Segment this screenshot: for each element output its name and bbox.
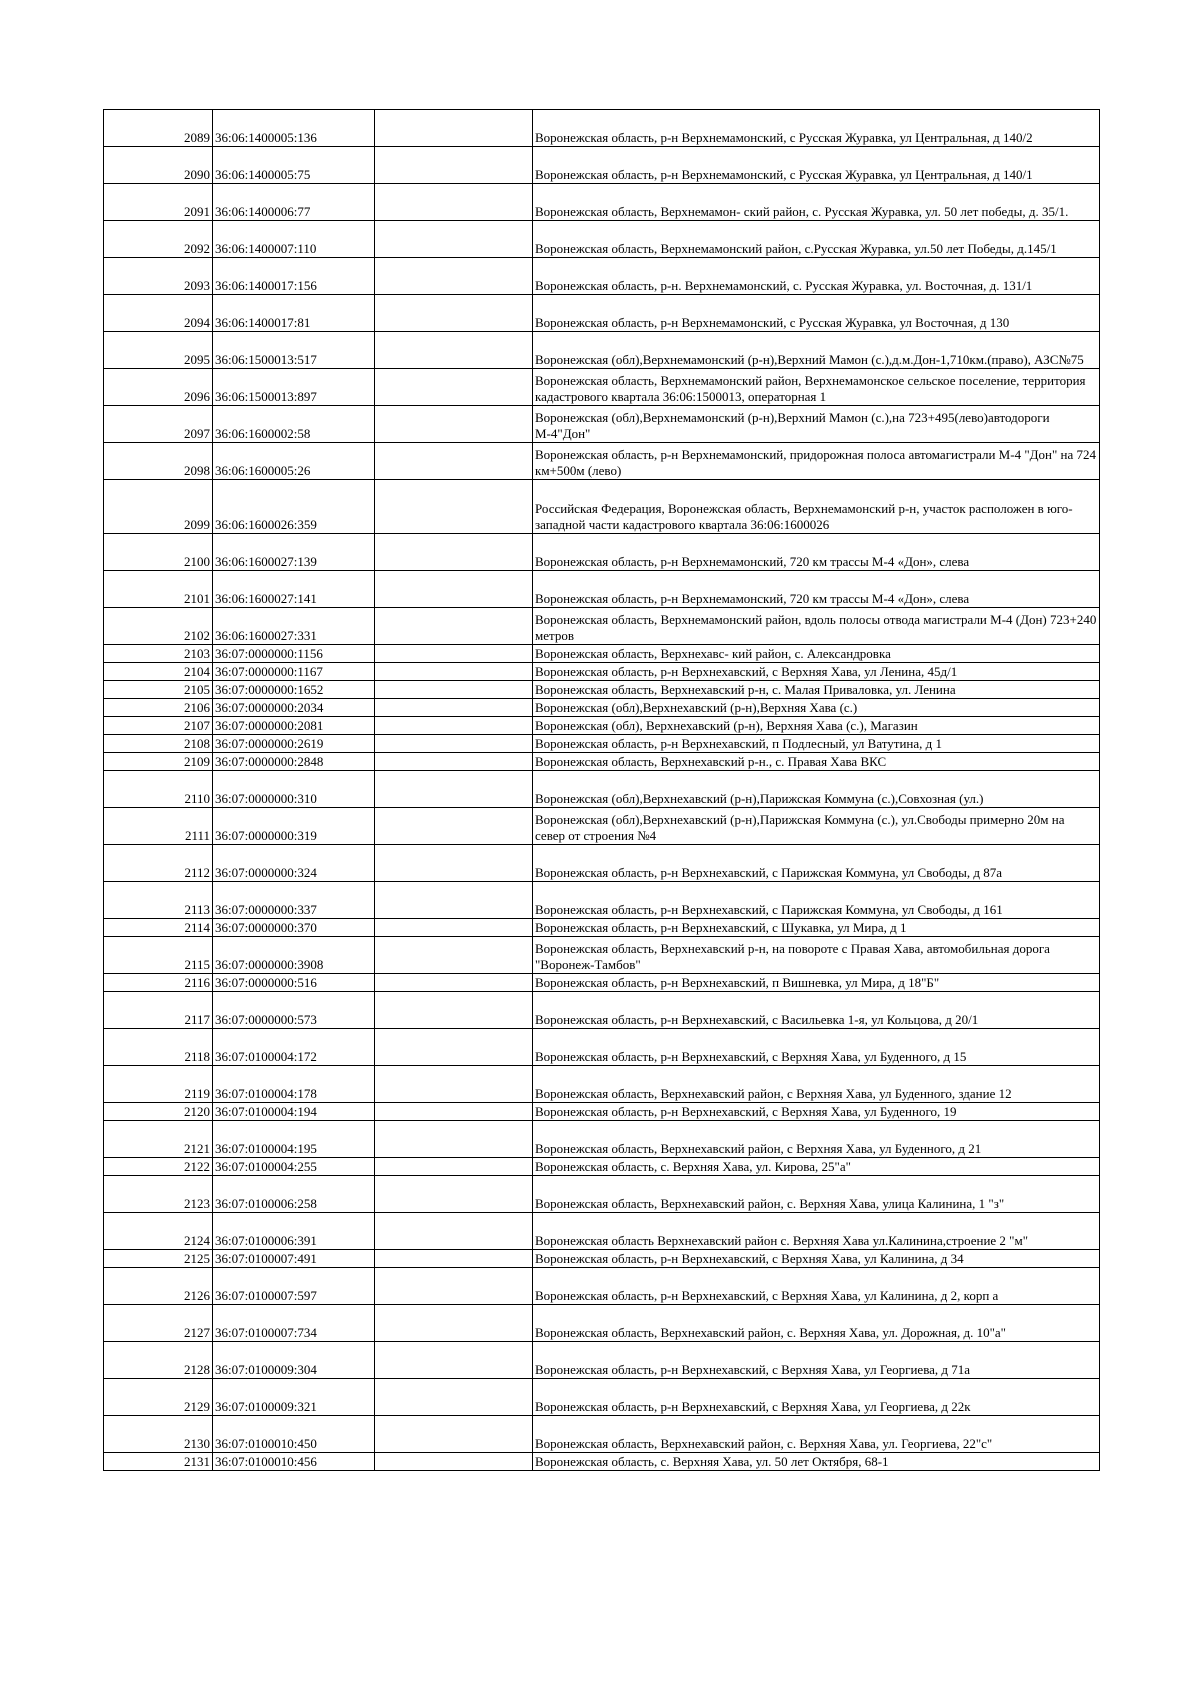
property-registry-table <box>103 109 1100 1471</box>
address: Воронежская область, р-н Верхнемамонский, придорожная полоса автомагистрали М-4 "Дон" на 724 км+500м (лево) <box>533 443 1100 480</box>
cadastral-number: 36:07:0100004:194 <box>213 1103 375 1121</box>
cadastral-number: 36:06:1600027:139 <box>213 534 375 571</box>
cadastral-number: 36:06:1400005:136 <box>213 110 375 147</box>
address: Российская Федерация, Воронежская область, Верхнемамонский р-н, участок расположен в юго-западной части кадастрового квартала 36:06:1600026 <box>533 480 1100 534</box>
row-number: 2117 <box>104 992 213 1029</box>
address: Воронежская область, р-н Верхнехавский, с Верхняя Хава, ул Георгиева, д 71а <box>533 1342 1100 1379</box>
row-number: 2122 <box>104 1158 213 1176</box>
address: Воронежская (обл),Верхнехавский (р-н),Парижская Коммуна (с.), ул.Свободы примерно 20м на север от строения №4 <box>533 808 1100 845</box>
table-row <box>104 608 1100 645</box>
cadastral-number: 36:07:0100007:734 <box>213 1305 375 1342</box>
empty-cell <box>375 369 533 406</box>
table-row <box>104 534 1100 571</box>
address: Воронежская область, Верхнемамон- ский район, с. Русская Журавка, ул. 50 лет победы, д. 35/1. <box>533 184 1100 221</box>
empty-cell <box>375 332 533 369</box>
row-number: 2108 <box>104 735 213 753</box>
cadastral-number: 36:07:0000000:1156 <box>213 645 375 663</box>
row-number: 2101 <box>104 571 213 608</box>
row-number: 2091 <box>104 184 213 221</box>
row-number: 2130 <box>104 1416 213 1453</box>
empty-cell <box>375 1379 533 1416</box>
empty-cell <box>375 184 533 221</box>
table-row <box>104 1416 1100 1453</box>
cadastral-number: 36:07:0000000:2848 <box>213 753 375 771</box>
table-row <box>104 571 1100 608</box>
row-number: 2109 <box>104 753 213 771</box>
row-number: 2090 <box>104 147 213 184</box>
row-number: 2107 <box>104 717 213 735</box>
table-row <box>104 1305 1100 1342</box>
cadastral-number: 36:07:0000000:573 <box>213 992 375 1029</box>
empty-cell <box>375 1250 533 1268</box>
cadastral-number: 36:07:0000000:370 <box>213 919 375 937</box>
row-number: 2118 <box>104 1029 213 1066</box>
row-number: 2095 <box>104 332 213 369</box>
table-row <box>104 332 1100 369</box>
empty-cell <box>375 699 533 717</box>
empty-cell <box>375 735 533 753</box>
cadastral-number: 36:07:0100007:597 <box>213 1268 375 1305</box>
row-number: 2110 <box>104 771 213 808</box>
row-number: 2099 <box>104 480 213 534</box>
cadastral-number: 36:07:0000000:324 <box>213 845 375 882</box>
table-row <box>104 974 1100 992</box>
row-number: 2129 <box>104 1379 213 1416</box>
row-number: 2125 <box>104 1250 213 1268</box>
empty-cell <box>375 663 533 681</box>
empty-cell <box>375 1103 533 1121</box>
cadastral-number: 36:06:1600027:331 <box>213 608 375 645</box>
address: Воронежская область, Верхнемамонский район, Верхнемамонское сельское поселение, территория кадастрового квартала 36:06:1500013, операторная 1 <box>533 369 1100 406</box>
address: Воронежская область, Верхнехавский район, с. Верхняя Хава, ул. Дорожная, д. 10"а" <box>533 1305 1100 1342</box>
address: Воронежская область, р-н Верхнехавский, с Верхняя Хава, ул Георгиева, д 22к <box>533 1379 1100 1416</box>
empty-cell <box>375 717 533 735</box>
empty-cell <box>375 919 533 937</box>
address: Воронежская область, р-н Верхнехавский, с Верхняя Хава, ул Буденного, 19 <box>533 1103 1100 1121</box>
cadastral-number: 36:07:0100004:255 <box>213 1158 375 1176</box>
address: Воронежская область Верхнехавский район с. Верхняя Хава ул.Калинина,строение 2 "м" <box>533 1213 1100 1250</box>
empty-cell <box>375 443 533 480</box>
cadastral-number: 36:07:0100007:491 <box>213 1250 375 1268</box>
empty-cell <box>375 808 533 845</box>
table-row <box>104 480 1100 534</box>
address: Воронежская область, р-н Верхнехавский, с Верхняя Хава, ул Калинина, д 34 <box>533 1250 1100 1268</box>
row-number: 2111 <box>104 808 213 845</box>
row-number: 2112 <box>104 845 213 882</box>
address: Воронежская область, р-н Верхнехавский, с Шукавка, ул Мира, д 1 <box>533 919 1100 937</box>
address: Воронежская область, р-н Верхнехавский, с Верхняя Хава, ул Калинина, д 2, корп а <box>533 1268 1100 1305</box>
cadastral-number: 36:06:1400005:75 <box>213 147 375 184</box>
empty-cell <box>375 534 533 571</box>
empty-cell <box>375 295 533 332</box>
cadastral-number: 36:07:0000000:516 <box>213 974 375 992</box>
address: Воронежская область, с. Верхняя Хава, ул. 50 лет Октября, 68-1 <box>533 1453 1100 1471</box>
address: Воронежская (обл),Верхнемамонский (р-н),Верхний Мамон (с.),на 723+495(лево)автодороги М-4"Дон" <box>533 406 1100 443</box>
address: Воронежская (обл), Верхнехавский (р-н), Верхняя Хава (с.), Магазин <box>533 717 1100 735</box>
address: Воронежская область, р-н Верхнехавский, с Парижская Коммуна, ул Свободы, д 161 <box>533 882 1100 919</box>
table-row <box>104 1176 1100 1213</box>
cadastral-number: 36:06:1400017:81 <box>213 295 375 332</box>
table-row <box>104 147 1100 184</box>
cadastral-number: 36:07:0100010:456 <box>213 1453 375 1471</box>
empty-cell <box>375 882 533 919</box>
cadastral-number: 36:07:0000000:1167 <box>213 663 375 681</box>
row-number: 2128 <box>104 1342 213 1379</box>
empty-cell <box>375 1176 533 1213</box>
row-number: 2103 <box>104 645 213 663</box>
cadastral-number: 36:06:1500013:517 <box>213 332 375 369</box>
cadastral-number: 36:06:1600026:359 <box>213 480 375 534</box>
cadastral-number: 36:07:0000000:319 <box>213 808 375 845</box>
cadastral-number: 36:06:1600002:58 <box>213 406 375 443</box>
table-row <box>104 184 1100 221</box>
cadastral-number: 36:07:0000000:2081 <box>213 717 375 735</box>
empty-cell <box>375 992 533 1029</box>
table-row <box>104 1250 1100 1268</box>
empty-cell <box>375 845 533 882</box>
address: Воронежская область, р-н Верхнемамонский, 720 км трассы М-4 «Дон», слева <box>533 534 1100 571</box>
empty-cell <box>375 1066 533 1103</box>
cadastral-number: 36:07:0100006:258 <box>213 1176 375 1213</box>
empty-cell <box>375 608 533 645</box>
empty-cell <box>375 110 533 147</box>
row-number: 2124 <box>104 1213 213 1250</box>
table-row <box>104 1066 1100 1103</box>
address: Воронежская область, Верхнехавский р-н, на повороте с Правая Хава, автомобильная дорога "Воронеж-Тамбов" <box>533 937 1100 974</box>
cadastral-number: 36:06:1600027:141 <box>213 571 375 608</box>
table-row <box>104 1029 1100 1066</box>
table-row <box>104 221 1100 258</box>
empty-cell <box>375 480 533 534</box>
empty-cell <box>375 147 533 184</box>
cadastral-number: 36:07:0000000:3908 <box>213 937 375 974</box>
address: Воронежская область, р-н. Верхнемамонский, с. Русская Журавка, ул. Восточная, д. 131/1 <box>533 258 1100 295</box>
empty-cell <box>375 258 533 295</box>
address: Воронежская (обл),Верхнемамонский (р-н),Верхний Мамон (с.),д.м.Дон-1,710км.(право), АЗС№75 <box>533 332 1100 369</box>
row-number: 2121 <box>104 1121 213 1158</box>
cadastral-number: 36:07:0000000:1652 <box>213 681 375 699</box>
address: Воронежская область, Верхнехавский р-н, с. Малая Приваловка, ул. Ленина <box>533 681 1100 699</box>
cadastral-number: 36:06:1400007:110 <box>213 221 375 258</box>
table-row <box>104 295 1100 332</box>
address: Воронежская область, р-н Верхнехавский, с Парижская Коммуна, ул Свободы, д 87а <box>533 845 1100 882</box>
table-row <box>104 808 1100 845</box>
row-number: 2115 <box>104 937 213 974</box>
row-number: 2116 <box>104 974 213 992</box>
row-number: 2126 <box>104 1268 213 1305</box>
row-number: 2123 <box>104 1176 213 1213</box>
table-row <box>104 443 1100 480</box>
empty-cell <box>375 1453 533 1471</box>
cadastral-number: 36:07:0100009:321 <box>213 1379 375 1416</box>
address: Воронежская область, Верхнехавский р-н., с. Правая Хава ВКС <box>533 753 1100 771</box>
address: Воронежская область, Верхнехавс- кий район, с. Александровка <box>533 645 1100 663</box>
cadastral-number: 36:07:0000000:2034 <box>213 699 375 717</box>
table-row <box>104 992 1100 1029</box>
empty-cell <box>375 1416 533 1453</box>
table-row <box>104 717 1100 735</box>
empty-cell <box>375 1213 533 1250</box>
cadastral-number: 36:07:0100004:178 <box>213 1066 375 1103</box>
table-row <box>104 845 1100 882</box>
address: Воронежская (обл),Верхнехавский (р-н),Верхняя Хава (с.) <box>533 699 1100 717</box>
table-row <box>104 1103 1100 1121</box>
address: Воронежская область, Верхнемамонский район, с.Русская Журавка, ул.50 лет Победы, д.145/1 <box>533 221 1100 258</box>
empty-cell <box>375 1305 533 1342</box>
address: Воронежская область, Верхнехавский район, с. Верхняя Хава, ул. Георгиева, 22"с" <box>533 1416 1100 1453</box>
empty-cell <box>375 681 533 699</box>
row-number: 2106 <box>104 699 213 717</box>
cadastral-number: 36:07:0000000:337 <box>213 882 375 919</box>
registry-body <box>104 110 1100 1471</box>
row-number: 2089 <box>104 110 213 147</box>
address: Воронежская область, р-н Верхнехавский, п Вишневка, ул Мира, д 18"Б" <box>533 974 1100 992</box>
row-number: 2119 <box>104 1066 213 1103</box>
address: Воронежская область, р-н Верхнехавский, с Верхняя Хава, ул Буденного, д 15 <box>533 1029 1100 1066</box>
row-number: 2113 <box>104 882 213 919</box>
row-number: 2092 <box>104 221 213 258</box>
cadastral-number: 36:07:0100006:391 <box>213 1213 375 1250</box>
table-row <box>104 1268 1100 1305</box>
empty-cell <box>375 1029 533 1066</box>
table-row <box>104 645 1100 663</box>
empty-cell <box>375 645 533 663</box>
address: Воронежская область, р-н Верхнехавский, с Верхняя Хава, ул Ленина, 45д/1 <box>533 663 1100 681</box>
address: Воронежская область, р-н Верхнемамонский, с Русская Журавка, ул Центральная, д 140/1 <box>533 147 1100 184</box>
row-number: 2094 <box>104 295 213 332</box>
table-row <box>104 1453 1100 1471</box>
row-number: 2093 <box>104 258 213 295</box>
address: Воронежская область, Верхнехавский район, с Верхняя Хава, ул Буденного, д 21 <box>533 1121 1100 1158</box>
empty-cell <box>375 1158 533 1176</box>
empty-cell <box>375 221 533 258</box>
row-number: 2105 <box>104 681 213 699</box>
row-number: 2114 <box>104 919 213 937</box>
cadastral-number: 36:06:1500013:897 <box>213 369 375 406</box>
address: Воронежская область, Верхнемамонский район, вдоль полосы отвода магистрали М-4 (Дон) 723+240 метров <box>533 608 1100 645</box>
row-number: 2120 <box>104 1103 213 1121</box>
row-number: 2102 <box>104 608 213 645</box>
cadastral-number: 36:07:0100004:172 <box>213 1029 375 1066</box>
table-row <box>104 699 1100 717</box>
address: Воронежская область, Верхнехавский район, с. Верхняя Хава, улица Калинина, 1 "з" <box>533 1176 1100 1213</box>
cadastral-number: 36:07:0100009:304 <box>213 1342 375 1379</box>
address: Воронежская область, р-н Верхнемамонский, 720 км трассы М-4 «Дон», слева <box>533 571 1100 608</box>
table-row <box>104 771 1100 808</box>
cadastral-number: 36:07:0100004:195 <box>213 1121 375 1158</box>
table-row <box>104 1342 1100 1379</box>
address: Воронежская область, с. Верхняя Хава, ул. Кирова, 25"а" <box>533 1158 1100 1176</box>
empty-cell <box>375 937 533 974</box>
empty-cell <box>375 974 533 992</box>
empty-cell <box>375 771 533 808</box>
empty-cell <box>375 406 533 443</box>
empty-cell <box>375 753 533 771</box>
table-row <box>104 110 1100 147</box>
table-row <box>104 735 1100 753</box>
table-row <box>104 753 1100 771</box>
table-row <box>104 1158 1100 1176</box>
table-row <box>104 406 1100 443</box>
table-row <box>104 919 1100 937</box>
table-row <box>104 937 1100 974</box>
cadastral-number: 36:06:1400017:156 <box>213 258 375 295</box>
row-number: 2131 <box>104 1453 213 1471</box>
cadastral-number: 36:06:1600005:26 <box>213 443 375 480</box>
table-row <box>104 882 1100 919</box>
empty-cell <box>375 1268 533 1305</box>
address: Воронежская область, р-н Верхнемамонский, с Русская Журавка, ул Центральная, д 140/2 <box>533 110 1100 147</box>
row-number: 2104 <box>104 663 213 681</box>
row-number: 2127 <box>104 1305 213 1342</box>
cadastral-number: 36:07:0000000:310 <box>213 771 375 808</box>
table-row <box>104 681 1100 699</box>
table-row <box>104 1121 1100 1158</box>
table-row <box>104 258 1100 295</box>
cadastral-number: 36:07:0000000:2619 <box>213 735 375 753</box>
row-number: 2098 <box>104 443 213 480</box>
address: Воронежская область, р-н Верхнемамонский, с Русская Журавка, ул Восточная, д 130 <box>533 295 1100 332</box>
address: Воронежская область, Верхнехавский район, с Верхняя Хава, ул Буденного, здание 12 <box>533 1066 1100 1103</box>
address: Воронежская область, р-н Верхнехавский, п Подлесный, ул Ватутина, д 1 <box>533 735 1100 753</box>
address: Воронежская область, р-н Верхнехавский, с Васильевка 1-я, ул Кольцова, д 20/1 <box>533 992 1100 1029</box>
empty-cell <box>375 1121 533 1158</box>
table-row <box>104 1213 1100 1250</box>
empty-cell <box>375 1342 533 1379</box>
table-row <box>104 663 1100 681</box>
row-number: 2100 <box>104 534 213 571</box>
cadastral-number: 36:06:1400006:77 <box>213 184 375 221</box>
row-number: 2097 <box>104 406 213 443</box>
address: Воронежская (обл),Верхнехавский (р-н),Парижская Коммуна (с.),Совхозная (ул.) <box>533 771 1100 808</box>
table-row <box>104 369 1100 406</box>
table-row <box>104 1379 1100 1416</box>
empty-cell <box>375 571 533 608</box>
row-number: 2096 <box>104 369 213 406</box>
cadastral-number: 36:07:0100010:450 <box>213 1416 375 1453</box>
